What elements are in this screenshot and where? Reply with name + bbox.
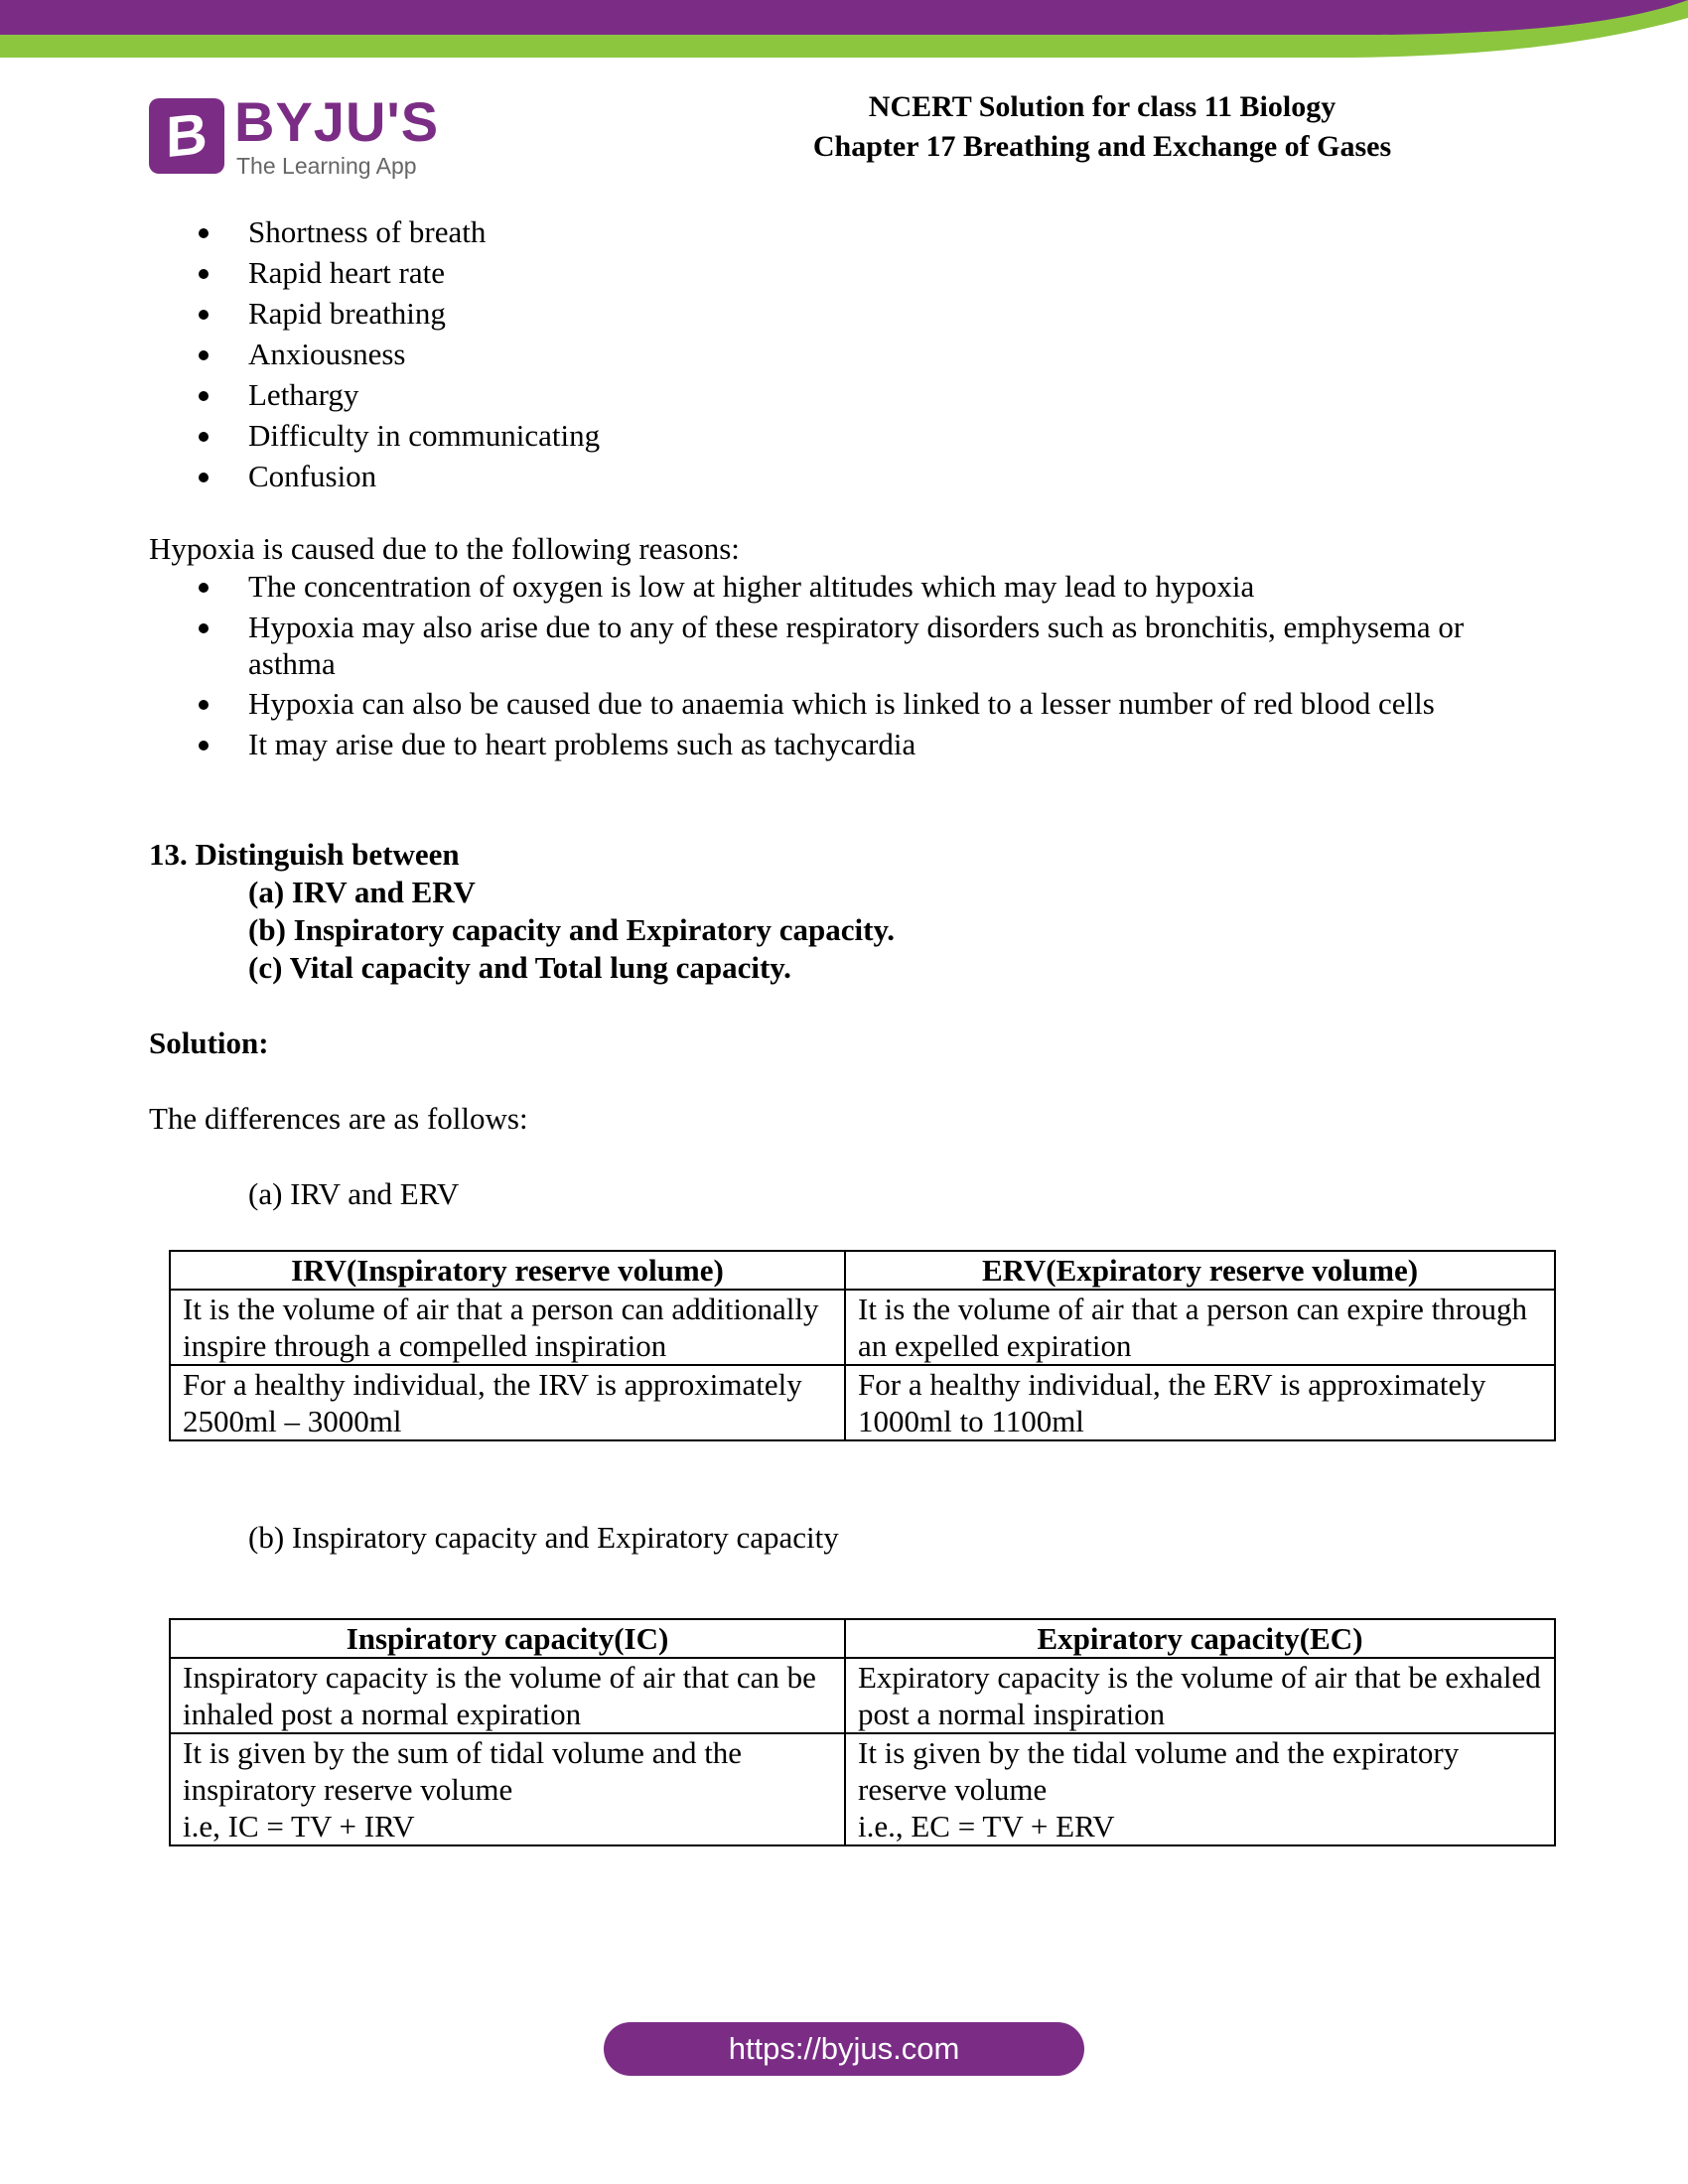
table-cell (170, 1733, 845, 1845)
table-cell: For a healthy individual, the IRV is approximately 2500ml – 3000ml (170, 1365, 845, 1440)
irv-erv-table (169, 1250, 1556, 1441)
table-row (170, 1733, 1555, 1845)
table-header-cell: ERV(Expiratory reserve volume) (845, 1251, 1555, 1290)
footer-url-link[interactable]: https://byjus.com (604, 2022, 1084, 2076)
table-header-row (170, 1251, 1555, 1290)
table-b-caption: (b) Inspiratory capacity and Expiratory capacity (248, 1520, 839, 1555)
list-item: Lethargy (149, 376, 1539, 414)
title-line-2: Chapter 17 Breathing and Exchange of Gases (812, 130, 1392, 163)
list-item: Hypoxia may also arise due to any of these respiratory disorders such as bronchitis, emphysema or asthma (149, 609, 1539, 682)
table-cell: Inspiratory capacity is the volume of air that can be inhaled post a normal expiration (170, 1658, 845, 1733)
list-item: Difficulty in communicating (149, 417, 1539, 455)
list-item: Rapid breathing (149, 295, 1539, 333)
list-item: Hypoxia can also be caused due to anaemia which is linked to a lesser number of red blood cells (149, 685, 1539, 723)
table-cell: Expiratory capacity is the volume of air that be exhaled post a normal inspiration (845, 1658, 1555, 1733)
list-item: It may arise due to heart problems such as tachycardia (149, 726, 1539, 763)
document-body (149, 213, 1539, 1846)
list-item: The concentration of oxygen is low at higher altitudes which may lead to hypoxia (149, 568, 1539, 606)
logo-wordmark: BYJU'S (234, 90, 440, 153)
question-part-a: (a) IRV and ERV (248, 875, 476, 909)
title-line-1: NCERT Solution for class 11 Biology (868, 90, 1336, 123)
formula-text: i.e., EC = TV + ERV (858, 1809, 1115, 1843)
solution-label: Solution: (149, 1025, 269, 1060)
table-header-cell: Inspiratory capacity(IC) (170, 1619, 845, 1658)
question-part-b: (b) Inspiratory capacity and Expiratory capacity. (248, 912, 895, 947)
formula-text: i.e, IC = TV + IRV (183, 1809, 415, 1843)
table-row (170, 1658, 1555, 1733)
document-title (695, 87, 1509, 167)
logo-letter: B (166, 100, 208, 171)
list-item: Shortness of breath (149, 213, 1539, 251)
table-header-cell: Expiratory capacity(EC) (845, 1619, 1555, 1658)
differences-intro: The differences are as follows: (149, 1101, 528, 1136)
list-item: Anxiousness (149, 336, 1539, 373)
symptoms-list (149, 213, 1539, 495)
table-a-caption: (a) IRV and ERV (248, 1176, 460, 1211)
list-item: Rapid heart rate (149, 254, 1539, 292)
table-header-cell: IRV(Inspiratory reserve volume) (170, 1251, 845, 1290)
causes-list (149, 568, 1539, 763)
table-cell: It is the volume of air that a person can additionally inspire through a compelled inspiration (170, 1290, 845, 1365)
logo-mark (149, 98, 224, 174)
logo-tagline: The Learning App (236, 153, 417, 179)
table-cell: It is the volume of air that a person can expire through an expelled expiration (845, 1290, 1555, 1365)
question-title: 13. Distinguish between (149, 837, 460, 872)
table-row (170, 1290, 1555, 1365)
causes-intro: Hypoxia is caused due to the following reasons: (149, 531, 740, 566)
table-row (170, 1365, 1555, 1440)
byjus-logo (149, 90, 447, 184)
cell-text: It is given by the tidal volume and the expiratory reserve volume (858, 1735, 1460, 1807)
table-cell (845, 1733, 1555, 1845)
ic-ec-table (169, 1618, 1556, 1846)
question-part-c: (c) Vital capacity and Total lung capacity. (248, 950, 791, 985)
table-header-row (170, 1619, 1555, 1658)
header-band (0, 0, 1688, 60)
table-cell: For a healthy individual, the ERV is approximately 1000ml to 1100ml (845, 1365, 1555, 1440)
list-item: Confusion (149, 458, 1539, 495)
cell-text: It is given by the sum of tidal volume and the inspiratory reserve volume (183, 1735, 743, 1807)
